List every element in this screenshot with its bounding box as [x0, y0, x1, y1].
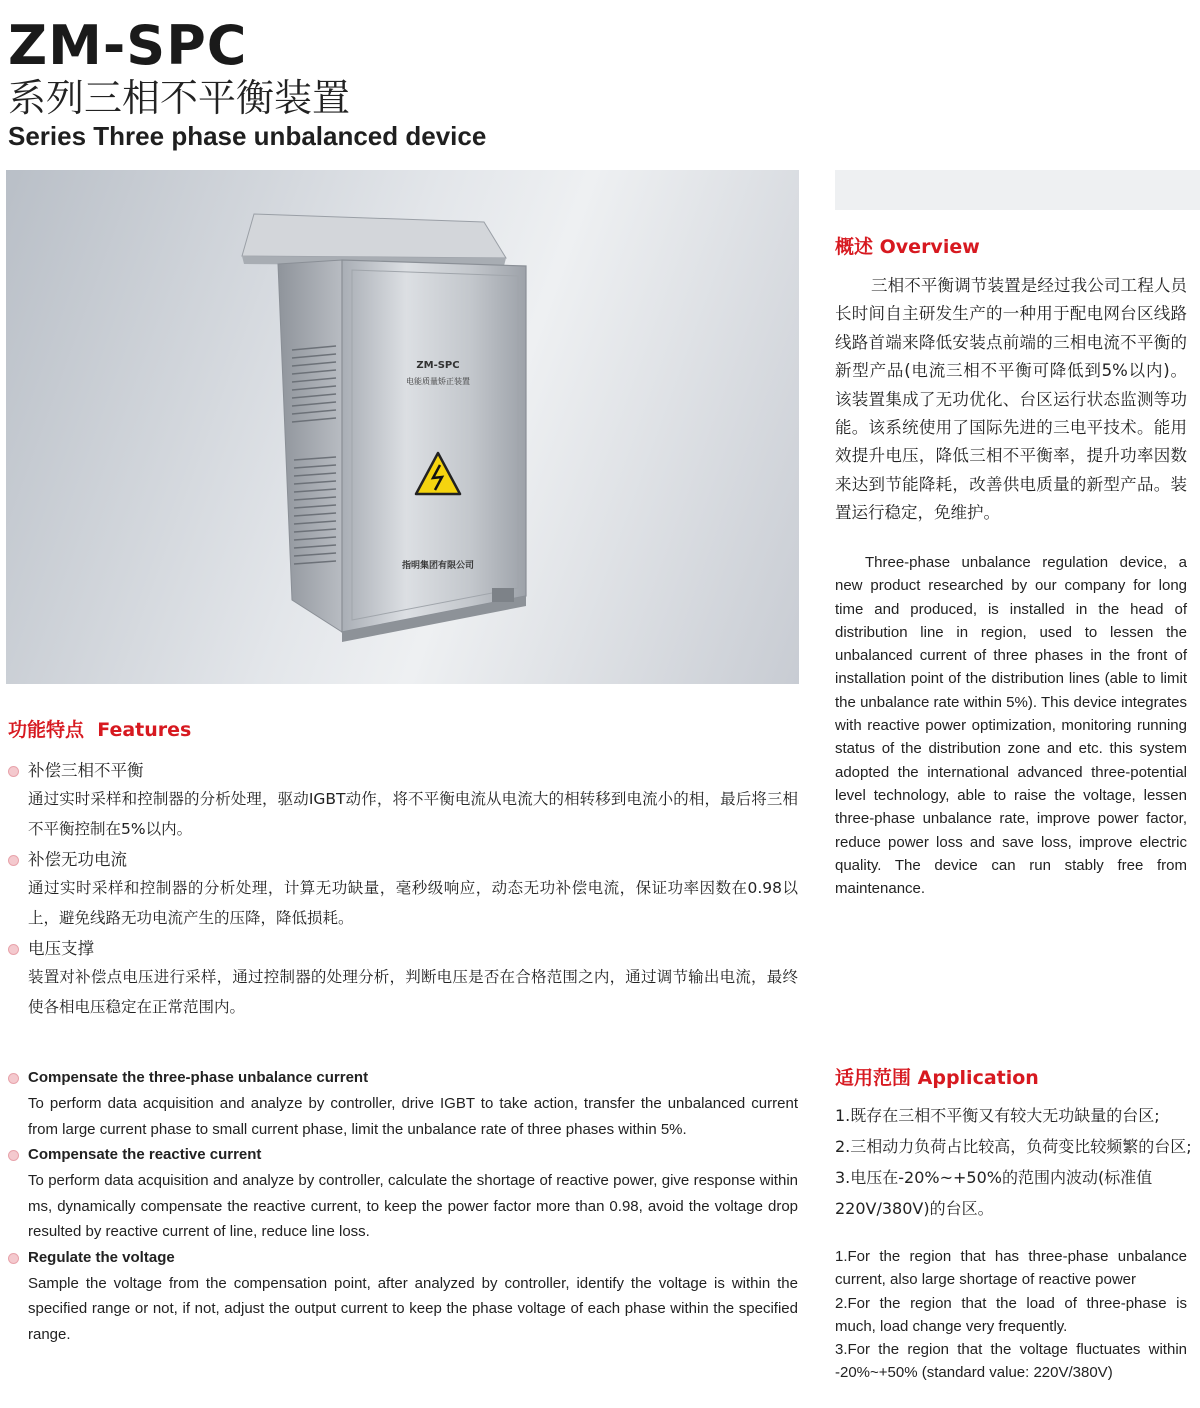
feature-body: Sample the voltage from the compensation point, after analyzed by controller, identify the voltage is within the specified range or not, if not, adjust the output current to keep the phase voltage of each phase within the specified range.	[28, 1274, 798, 1343]
application-list-cn	[835, 1100, 1195, 1224]
application-item: 3.电压在-20%~+50%的范围内波动(标准值220V/380V)的台区。	[835, 1168, 1153, 1218]
device-model-label: ZM-SPC	[416, 360, 460, 371]
overview-title-en: Overview	[879, 236, 980, 258]
product-title-en: Series Three phase unbalanced device	[8, 121, 487, 151]
feature-heading: 补偿三相不平衡	[28, 761, 144, 780]
feature-heading: Regulate the voltage	[28, 1248, 175, 1266]
overview-text-cn: 三相不平衡调节装置是经过我公司工程人员长时间自主研发生产的一种用于配电网台区线路线路首端来降低安装点前端的三相电流不平衡的新型产品(电流三相不平衡可降低到5%以内)。该装置集成了无功优化、台区运行状态监测等功能。该系统使用了国际先进的三电平技术。能用效提升电压，降低三相不平衡率，提升功率因数来达到节能降耗，改善供电质量的新型产品。装置运行稳定，免维护。	[835, 276, 1187, 523]
feature-body: To perform data acquisition and analyze by controller, calculate the shortage of reactive power, give response within ms, dynamically compensate the reactive current, to keep the power factor more than 0.98, avoid the voltage drop resulted by reactive current of line, reduce line loss.	[28, 1172, 798, 1240]
feature-item	[8, 935, 798, 1022]
application-title-cn: 适用范围	[835, 1067, 912, 1089]
product-title-cn: 系列三相不平衡装置	[8, 76, 351, 120]
features-title-cn: 功能特点	[8, 719, 85, 741]
application-item: 3.For the region that the voltage fluctuates within -20%~+50% (standard value: 220V/380V)	[835, 1341, 1187, 1382]
bullet-icon	[8, 944, 19, 955]
features-list-cn	[8, 757, 798, 1022]
bullet-icon	[8, 855, 19, 866]
feature-heading: Compensate the reactive current	[28, 1146, 262, 1163]
bullet-icon	[8, 1150, 19, 1161]
features-title-en: Features	[97, 719, 192, 741]
application-list-en	[835, 1245, 1187, 1385]
feature-item	[8, 1065, 798, 1142]
device-company-label: 指明集团有限公司	[401, 561, 475, 571]
feature-heading: 补偿无功电流	[28, 850, 127, 869]
feature-body: To perform data acquisition and analyze by controller, drive IGBT to take action, transfer the unbalanced current from large current phase to small current phase, limit the unbalance rate of three phases within 5%.	[28, 1095, 798, 1138]
application-title	[835, 1066, 1039, 1090]
product-model: ZM-SPC	[8, 14, 248, 77]
bullet-icon	[8, 1073, 19, 1084]
overview-text-en: Three-phase unbalance regulation device, a new product researched by our company for long time and produced, is installed in the head of distribution line in region, used to lessen the unbalanced current of three phases in the front of installation point of the distribution lines (able to limit the unbalance rate within 5%). This device integrates with reactive power optimization, monitoring running status of the distribution zone and etc. this system adopted the international advanced three-potential level technology, able to raise the voltage, lessen three-phase unbalance rate, improve power factor, reduce power loss and save loss, improve electric quality. The device can run stably free from maintenance.	[835, 554, 1187, 898]
application-item: 2.For the region that the load of three-phase is much, load change very frequently.	[835, 1294, 1187, 1335]
feature-item	[8, 846, 798, 933]
feature-body: 通过实时采样和控制器的分析处理，驱动IGBT动作，将不平衡电流从电流大的相转移到电流小的相，最后将三相不平衡控制在5%以内。	[28, 790, 798, 838]
header-panel-bar	[835, 170, 1200, 210]
bullet-icon	[8, 1253, 19, 1264]
feature-heading: Compensate the three-phase unbalance current	[28, 1069, 369, 1086]
product-photo	[6, 170, 799, 684]
feature-body: 通过实时采样和控制器的分析处理，计算无功缺量，毫秒级响应，动态无功补偿电流，保证功率因数在0.98以上，避免线路无功电流产生的压降，降低损耗。	[28, 879, 798, 927]
device-name-label: 电能质量矫正装置	[406, 377, 470, 386]
application-title-en: Application	[917, 1067, 1039, 1089]
bullet-icon	[8, 766, 19, 777]
application-item: 1.For the region that has three-phase unbalance current, also large shortage of reactive power	[835, 1248, 1187, 1289]
feature-heading: 电压支撑	[28, 939, 94, 958]
feature-body: 装置对补偿点电压进行采样，通过控制器的处理分析，判断电压是否在合格范围之内，通过调节输出电流，最终使各相电压稳定在正常范围内。	[28, 968, 798, 1016]
overview-title	[835, 235, 980, 259]
features-title	[8, 718, 191, 742]
feature-item	[8, 757, 798, 844]
overview-title-cn: 概述	[835, 236, 874, 258]
feature-item	[8, 1142, 798, 1245]
application-item: 1.既存在三相不平衡又有较大无功缺量的台区;	[835, 1106, 1160, 1125]
features-list-en	[8, 1065, 798, 1347]
application-item: 2.三相动力负荷占比较高，负荷变比较频繁的台区;	[835, 1137, 1192, 1156]
feature-item	[8, 1245, 798, 1348]
